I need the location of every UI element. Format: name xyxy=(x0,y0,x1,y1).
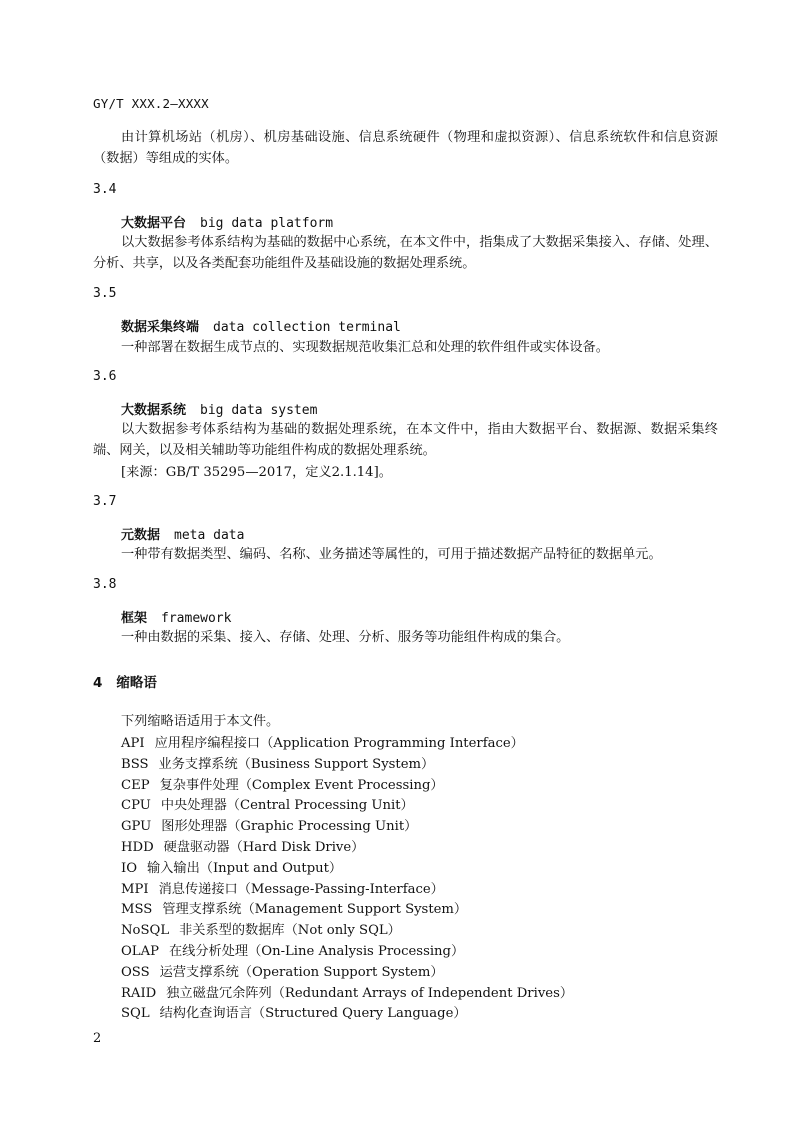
abbreviation-item xyxy=(121,857,573,878)
section-number: 4 xyxy=(93,675,103,691)
entry-definition: 以大数据参考体系结构为基础的数据中心系统，在本文件中，指集成了大数据采集接入、存储、处理、分析、共享，以及各类配套功能组件及基础设施的数据处理系统。 xyxy=(93,235,718,271)
term-chinese: 大数据平台 xyxy=(121,216,187,231)
abbreviation-expansion: 硬盘驱动器（Hard Disk Drive） xyxy=(163,839,365,855)
entry-term xyxy=(121,316,401,335)
abbreviation-code: SQL xyxy=(121,1006,150,1022)
term-english: framework xyxy=(161,611,232,626)
abbreviation-code: CPU xyxy=(121,798,151,814)
abbreviation-code: BSS xyxy=(121,756,149,772)
abbreviation-expansion: 结构化查询语言（Structured Query Language） xyxy=(159,1006,467,1022)
continuation-paragraph: 由计算机场站（机房）、机房基础设施、信息系统硬件（物理和虚拟资源）、信息系统软件和信息资源（数据）等组成的实体。 xyxy=(93,130,718,166)
entry-number: 3.5 xyxy=(93,286,117,301)
entry-term xyxy=(121,212,333,231)
abbreviation-expansion: 复杂事件处理（Complex Event Processing） xyxy=(159,777,444,793)
abbreviation-item xyxy=(121,1002,573,1023)
abbreviation-expansion: 非关系型的数据库（Not only SQL） xyxy=(179,923,401,939)
abbreviation-item xyxy=(121,878,573,899)
abbreviation-item xyxy=(121,940,573,961)
abbreviation-expansion: 消息传递接口（Message-Passing-Interface） xyxy=(158,881,444,897)
abbreviation-expansion: 应用程序编程接口（Application Programming Interface） xyxy=(154,736,524,751)
section-intro: 下列缩略语适用于本文件。 xyxy=(121,714,280,729)
term-english: big data platform xyxy=(200,216,334,231)
term-english: meta data xyxy=(174,528,245,543)
term-chinese: 数据采集终端 xyxy=(121,320,200,335)
abbreviation-expansion: 输入输出（Input and Output） xyxy=(147,860,343,876)
abbreviation-code: OSS xyxy=(121,964,150,980)
section-heading xyxy=(93,671,157,691)
abbreviation-expansion: 运营支撑系统（Operation Support System） xyxy=(159,964,444,980)
abbreviation-expansion: 图形处理器（Graphic Processing Unit） xyxy=(161,819,418,835)
abbreviation-item xyxy=(121,815,573,836)
abbreviation-item xyxy=(121,753,573,774)
entry-definition: 以大数据参考体系结构为基础的数据处理系统，在本文件中，指由大数据平台、数据源、数据采集终端、网关，以及相关辅助等功能组件构成的数据处理系统。 xyxy=(93,422,718,458)
entry-term xyxy=(121,399,317,418)
abbreviation-code: HDD xyxy=(121,839,154,855)
term-chinese: 框架 xyxy=(121,611,148,626)
abbreviation-code: OLAP xyxy=(121,943,159,959)
section-title: 缩略语 xyxy=(116,675,157,691)
entry-number: 3.8 xyxy=(93,577,117,592)
abbreviation-code: MPI xyxy=(121,881,149,897)
abbreviation-code: NoSQL xyxy=(121,923,170,939)
entry-number: 3.4 xyxy=(93,182,117,197)
abbreviation-code: IO xyxy=(121,860,138,876)
abbreviation-code: RAID xyxy=(121,985,157,1001)
abbreviation-code: CEP xyxy=(121,777,150,793)
term-chinese: 元数据 xyxy=(121,528,161,543)
abbreviation-expansion: 业务支撑系统（Business Support System） xyxy=(158,756,435,772)
entry-term xyxy=(121,607,231,626)
abbreviation-item xyxy=(121,732,573,753)
abbreviation-item xyxy=(121,794,573,815)
abbreviation-expansion: 在线分析处理（On-Line Analysis Processing） xyxy=(168,943,465,959)
abbreviation-expansion: 管理支撑系统（Management Support System） xyxy=(162,902,468,918)
page-number: 2 xyxy=(93,1031,102,1046)
abbreviation-code: GPU xyxy=(121,819,152,835)
abbreviation-code: API xyxy=(121,736,145,751)
term-chinese: 大数据系统 xyxy=(121,403,187,418)
entry-source: [来源：GB/T 35295—2017，定义2.1.14]。 xyxy=(121,465,392,480)
abbreviation-item xyxy=(121,982,573,1003)
abbreviation-expansion: 独立磁盘冗余阵列（Redundant Arrays of Independent Drives） xyxy=(166,985,574,1001)
abbreviation-expansion: 中央处理器（Central Processing Unit） xyxy=(160,798,414,814)
entry-definition: 一种部署在数据生成节点的、实现数据规范收集汇总和处理的软件组件或实体设备。 xyxy=(121,340,609,355)
abbreviation-item xyxy=(121,898,573,919)
document-header-id: GY/T XXX.2—XXXX xyxy=(93,96,209,111)
term-english: data collection terminal xyxy=(213,320,401,335)
abbreviation-item xyxy=(121,919,573,940)
abbreviation-list xyxy=(121,732,573,1023)
entry-number: 3.7 xyxy=(93,494,117,509)
entry-definition: 一种由数据的采集、接入、存储、处理、分析、服务等功能组件构成的集合。 xyxy=(121,630,570,645)
entry-term xyxy=(121,524,244,543)
abbreviation-item xyxy=(121,961,573,982)
abbreviation-code: MSS xyxy=(121,902,153,918)
entry-number: 3.6 xyxy=(93,369,117,384)
abbreviation-item xyxy=(121,836,573,857)
term-english: big data system xyxy=(200,403,318,418)
abbreviation-item xyxy=(121,774,573,795)
entry-definition: 一种带有数据类型、编码、名称、业务描述等属性的，可用于描述数据产品特征的数据单元。 xyxy=(121,547,662,562)
